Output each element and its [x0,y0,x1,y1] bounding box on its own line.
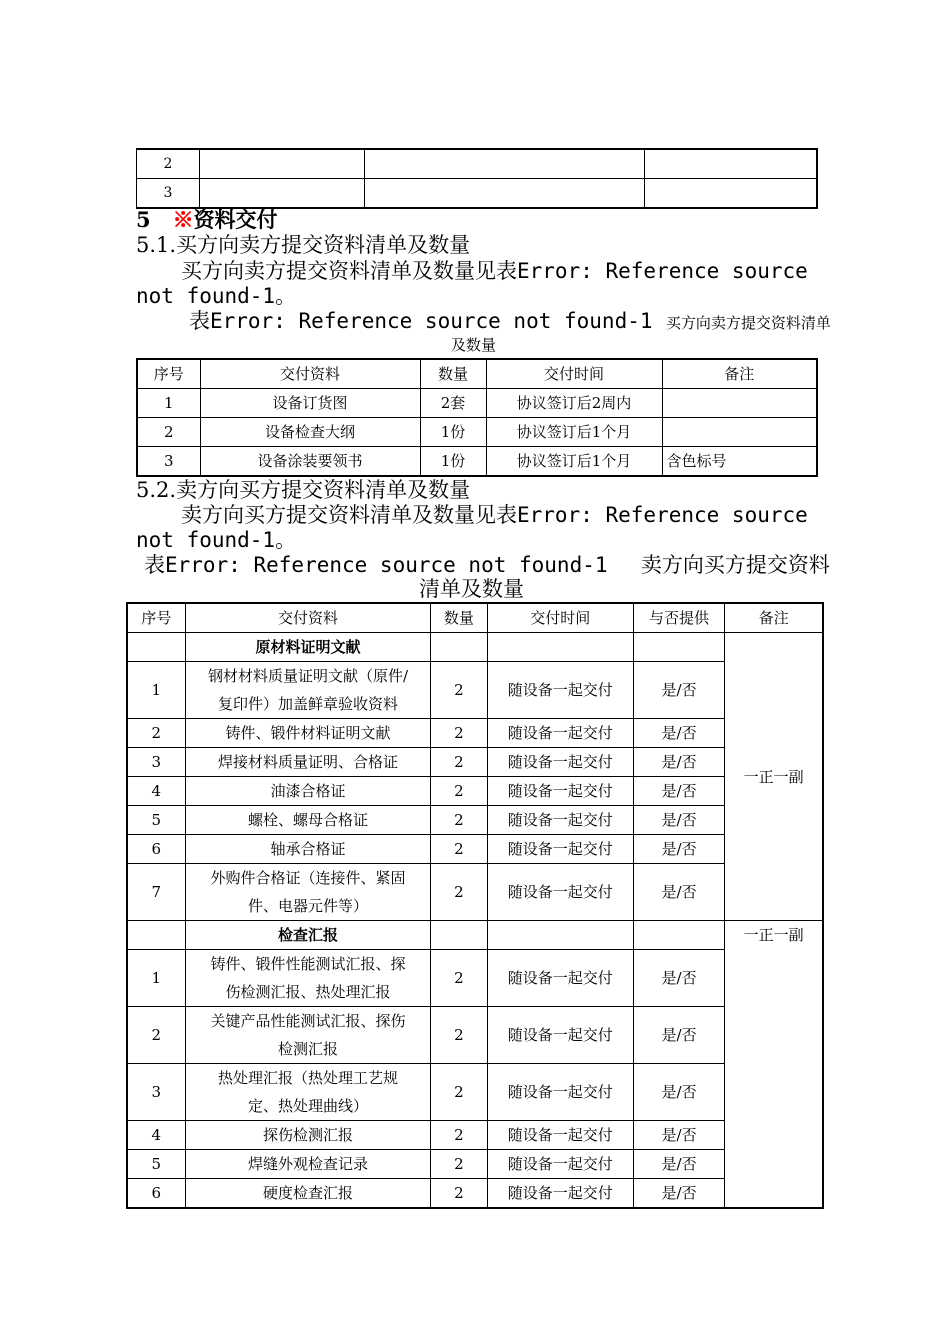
table-row: 3 焊接材料质量证明、合格证 2 随设备一起交付 是/否 [127,748,823,777]
table-row: 4 油漆合格证 2 随设备一起交付 是/否 [127,777,823,806]
subsection-heading-5-1: 5.1.买方向卖方提交资料清单及数量 [136,233,471,257]
table-row: 3 设备涂装要领书 1份 协议签订后1个月 含色标号 [137,447,817,477]
subsection-heading-5-2: 5.2.卖方向买方提交资料清单及数量 [136,478,471,502]
table-row [137,149,817,179]
section-heading: 5 ※资料交付 [136,207,278,232]
table-row: 2 铸件、锻件材料证明文献 2 随设备一起交付 是/否 [127,719,823,748]
table-row: 6 硬度检查汇报 2 随设备一起交付 是/否 [127,1179,823,1209]
table-row: 2 关键产品性能测试汇报、探伤 检测汇报 2 随设备一起交付 是/否 [127,1007,823,1064]
table-caption-1: 表Error: Reference source not found-1 买方向卖方提交资料清单 [189,309,831,333]
table-row: 1 铸件、锻件性能测试汇报、探 伤检测汇报、热处理汇报 2 随设备一起交付 是/否 [127,950,823,1007]
group-note: 一正一副 [725,633,823,921]
table-caption-2: 表Error: Reference source not found-1 卖方向买方提交资料 [144,553,830,577]
paragraph-5-1-cont: not found-1。 [136,284,297,308]
group-title: 原材料证明文献 [185,633,431,662]
group-title-row [127,921,823,950]
table-row: 1 钢材材料质量证明文献（原件/ 复印件）加盖鲜章验收资料 2 随设备一起交付 是/否 [127,662,823,719]
paragraph-5-2-cont: not found-1。 [136,528,297,552]
paragraph-5-1: 买方向卖方提交资料清单及数量见表Error: Reference source [181,259,808,283]
table-caption-1-cont: 及数量 [451,336,497,354]
row-number: 2 [137,149,200,179]
table-row: 5 焊缝外观检查记录 2 随设备一起交付 是/否 [127,1150,823,1179]
reference-mark: ※ [172,207,194,232]
table-row: 2 设备检查大纲 1份 协议签订后1个月 [137,418,817,447]
paragraph-5-2: 卖方向买方提交资料清单及数量见表Error: Reference source [181,503,808,527]
table-row [137,179,817,209]
continued-table [136,148,818,209]
table-row: 4 探伤检测汇报 2 随设备一起交付 是/否 [127,1121,823,1150]
table-row: 5 螺栓、螺母合格证 2 随设备一起交付 是/否 [127,806,823,835]
table-header-row: 序号 交付资料 数量 交付时间 备注 [137,359,817,389]
table-row: 1 设备订货图 2套 协议签订后2周内 [137,389,817,418]
buyer-documents-table [136,358,818,477]
row-number: 3 [137,179,200,209]
group-title-row [127,633,823,662]
group-title: 检查汇报 [185,921,431,950]
table-row: 7 外购件合格证（连接件、紧固 件、电器元件等） 2 随设备一起交付 是/否 [127,864,823,921]
table-row: 3 热处理汇报（热处理工艺规 定、热处理曲线） 2 随设备一起交付 是/否 [127,1064,823,1121]
table-row: 6 轴承合格证 2 随设备一起交付 是/否 [127,835,823,864]
group-note: 一正一副 [725,921,823,1209]
table-caption-2-cont: 清单及数量 [419,577,524,601]
table-header-row: 序号 交付资料 数量 交付时间 与否提供 备注 [127,603,823,633]
seller-documents-table [126,602,824,1209]
